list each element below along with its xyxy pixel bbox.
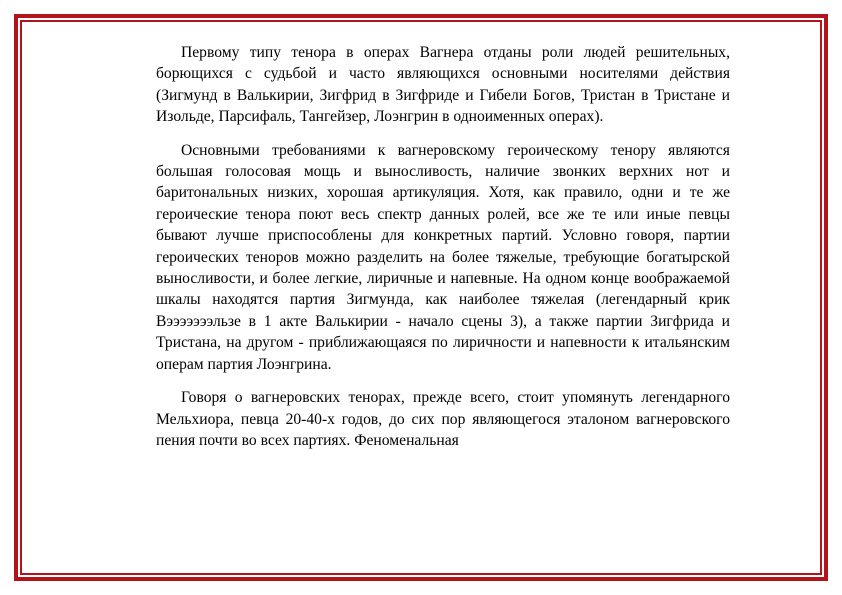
paragraph-melchior: Говоря о вагнеровских тенорах, прежде всего, стоит упомянуть легендарного Мельхиора, певца 20-40-х годов, до сих пор являющегося эталоном вагнеровского пения почти во всех партиях. Феноменальная bbox=[156, 389, 730, 449]
paragraph-heroic-tenor-requirements: Основными требованиями к вагнеровскому героическому тенору являются большая голосовая мощь и выносливость, наличие звонких верхних нот и баритональных низких, хорошая артикуляция. Хотя, как правило, одни и те же героические тенора поют весь спектр данных ролей, все же те или иные певцы бывают лучше приспособлены для конкретных партий. Условно говоря, партии героических теноров можно разделить на более тяжелые, требующие богатырской выносливости, и более легкие, лиричные и напевные. На одном конце воображаемой шкалы находятся партия Зигмунда, как наиболее тяжелая (легендарный крик Вэээээээльзе в 1 акте Валькирии - начало сцены 3), а также партии Зигфрида и Тристана, на другом - приближающаяся по лиричности и напевности к итальянским операм партия Лоэнгрина. bbox=[156, 141, 730, 373]
text-body bbox=[156, 42, 730, 463]
paragraph-heroic-tenor-roles: Первому типу тенора в операх Вагнера отданы роли людей решительных, борющихся с судьбой и часто являющихся основными носителями действия (Зигмунд в Валькирии, Зигфрид в Зигфриде и Гибели Богов, Тристан в Тристане и Изольде, Парсифаль, Тангейзер, Лоэнгрин в одноименных операх). bbox=[156, 44, 730, 126]
